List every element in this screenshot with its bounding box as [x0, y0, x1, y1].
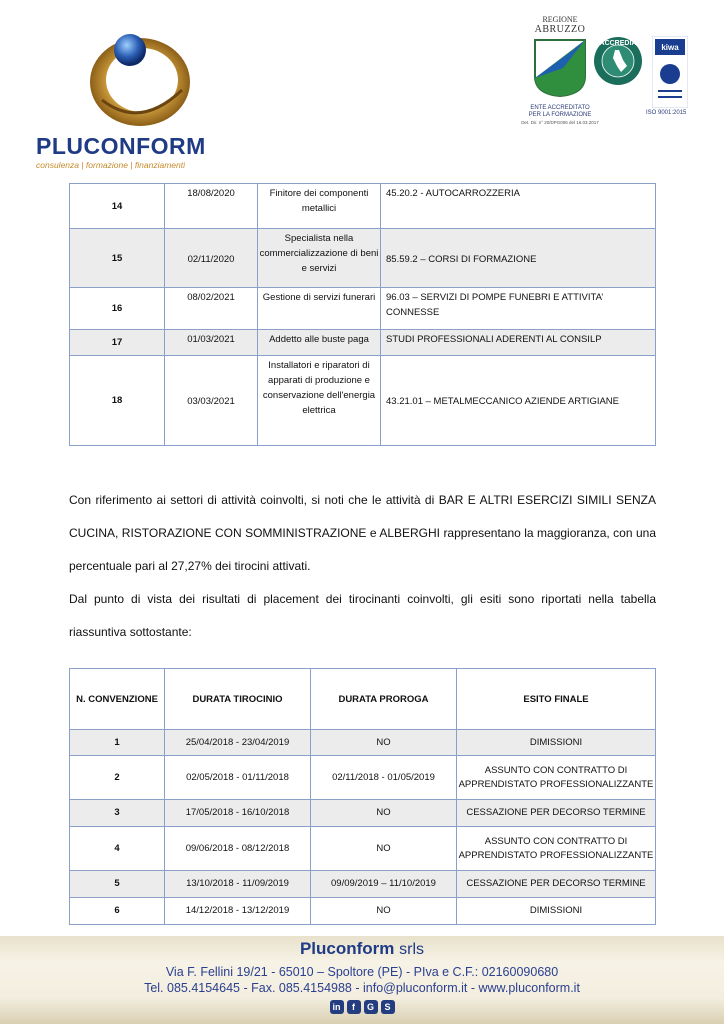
footer-address: Via F. Fellini 19/21 - 65010 – Spoltore (PE) - PIva e C.F.: 02160090680	[165, 965, 559, 979]
internship-duration: 25/04/2018 - 23/04/2019	[165, 730, 311, 756]
convention-number: 3	[70, 800, 165, 827]
footer-company-name: Pluconform	[299, 939, 395, 958]
table-header-row	[70, 669, 656, 730]
region-label-line2: ABRUZZO	[534, 24, 586, 35]
table-row	[70, 827, 656, 871]
page-footer	[0, 936, 724, 1024]
role: Gestione di servizi funerari	[258, 288, 381, 330]
extension-duration: NO	[311, 898, 457, 925]
region-shield-icon	[533, 38, 587, 98]
extension-duration: NO	[311, 800, 457, 827]
convention-number: 5	[70, 871, 165, 898]
role: Specialista nella commercializzazione di beni e servizi	[258, 229, 381, 288]
convention-number: 1	[70, 730, 165, 756]
role: Addetto alle buste paga	[258, 330, 381, 356]
table-row	[70, 184, 656, 229]
header-internship-duration: DURATA TIROCINIO	[165, 669, 311, 730]
iso-label: ISO 9001:2015	[646, 110, 687, 116]
sector: 45.20.2 - AUTOCARROZZERIA	[381, 184, 656, 229]
start-date: 02/11/2020	[165, 229, 258, 288]
header-final-outcome: ESITO FINALE	[457, 669, 656, 730]
internship-duration: 09/06/2018 - 08/12/2018	[165, 827, 311, 871]
convention-number: 6	[70, 898, 165, 925]
start-date: 08/02/2021	[165, 288, 258, 330]
header-convention-number: N. CONVENZIONE	[70, 669, 165, 730]
extension-duration: 02/11/2018 - 01/05/2019	[311, 756, 457, 800]
final-outcome: CESSAZIONE PER DECORSO TERMINE	[457, 800, 656, 827]
sector: 96.03 – SERVIZI DI POMPE FUNEBRI E ATTIVITA’ CONNESSE	[381, 288, 656, 330]
header-extension-duration: DURATA PROROGA	[311, 669, 457, 730]
convention-number: 16	[70, 288, 165, 330]
region-accreditation-note	[510, 105, 610, 126]
table-row	[70, 800, 656, 827]
facebook-icon[interactable]: f	[347, 1000, 361, 1014]
footer-company-suffix: srls	[399, 941, 425, 958]
paragraph-sectors-summary: Con riferimento ai settori di attività coinvolti, si noti che le attività di BAR E ALTRI ESERCIZI SIMILI SENZA CUCINA, RISTORAZIONE CON SOMMINISTRAZIONE e ALBERGHI rappresentano la maggioranza, con una percentuale pari al 27,27% dei tirocini attivati.	[69, 493, 656, 573]
kiwa-certification-icon	[652, 36, 688, 108]
internship-duration: 14/12/2018 - 13/12/2019	[165, 898, 311, 925]
extension-duration: NO	[311, 827, 457, 871]
sector: STUDI PROFESSIONALI ADERENTI AL CONSILP	[381, 330, 656, 356]
final-outcome: ASSUNTO CON CONTRATTO DI APPRENDISTATO PROFESSIONALIZZANTE	[457, 756, 656, 800]
logo-name: PLUCONFORM	[36, 133, 206, 159]
convention-number: 18	[70, 356, 165, 446]
page-header	[0, 0, 724, 170]
accredia-label: ACCREDIA	[599, 40, 637, 47]
sector: 43.21.01 – METALMECCANICO AZIENDE ARTIGIANE	[381, 356, 656, 446]
internship-duration: 17/05/2018 - 16/10/2018	[165, 800, 311, 827]
region-note-line2: PER LA FORMAZIONE	[528, 112, 592, 118]
convention-number: 17	[70, 330, 165, 356]
pluconform-logo	[30, 20, 230, 170]
convention-number: 4	[70, 827, 165, 871]
start-date: 03/03/2021	[165, 356, 258, 446]
table-row	[70, 229, 656, 288]
convention-number: 14	[70, 184, 165, 229]
convention-number: 15	[70, 229, 165, 288]
social-icons	[326, 1000, 398, 1016]
sector: 85.59.2 – CORSI DI FORMAZIONE	[381, 229, 656, 288]
table-row	[70, 288, 656, 330]
skype-icon[interactable]: S	[381, 1000, 395, 1014]
linkedin-icon[interactable]: in	[330, 1000, 344, 1014]
role: Finitore dei componenti metallici	[258, 184, 381, 229]
table-row	[70, 871, 656, 898]
table-row	[70, 730, 656, 756]
start-date: 01/03/2021	[165, 330, 258, 356]
region-note-line3: Det. Dir. n° 20/DPG006 del 16.03.2017	[521, 120, 599, 125]
accredia-seal-icon	[593, 36, 643, 86]
paragraph-placement-intro: Dal punto di vista dei risultati di placement dei tirocinanti coinvolti, gli esiti sono riportati nella tabella riassuntiva sottostante:	[69, 592, 656, 639]
extension-duration: 09/09/2019 – 11/10/2019	[311, 871, 457, 898]
internship-duration: 02/05/2018 - 01/11/2018	[165, 756, 311, 800]
google-icon[interactable]: G	[364, 1000, 378, 1014]
logo-emblem-icon	[82, 20, 202, 130]
final-outcome: ASSUNTO CON CONTRATTO DI APPRENDISTATO PROFESSIONALIZZANTE	[457, 827, 656, 871]
internship-duration: 13/10/2018 - 11/09/2019	[165, 871, 311, 898]
extension-duration: NO	[311, 730, 457, 756]
placement-results-table	[69, 668, 656, 925]
region-note-line1: ENTE ACCREDITATO	[530, 105, 590, 111]
table-row	[70, 756, 656, 800]
start-date: 18/08/2020	[165, 184, 258, 229]
final-outcome: DIMISSIONI	[457, 730, 656, 756]
table-row	[70, 330, 656, 356]
table-row	[70, 898, 656, 925]
table-row	[70, 356, 656, 446]
final-outcome: DIMISSIONI	[457, 898, 656, 925]
final-outcome: CESSAZIONE PER DECORSO TERMINE	[457, 871, 656, 898]
footer-company	[0, 939, 724, 959]
region-label-line1: REGIONE	[542, 15, 578, 24]
footer-contacts: Tel. 085.4154645 - Fax. 085.4154988 - info@pluconform.it - www.pluconform.it	[144, 981, 580, 995]
logo-tagline: consulenza | formazione | finanziamenti	[36, 160, 185, 170]
kiwa-label: kiwa	[661, 43, 679, 52]
role: Installatori e riparatori di apparati di produzione e conservazione dell'energia elettrica	[258, 356, 381, 446]
convention-number: 2	[70, 756, 165, 800]
sectors-table	[69, 183, 656, 446]
